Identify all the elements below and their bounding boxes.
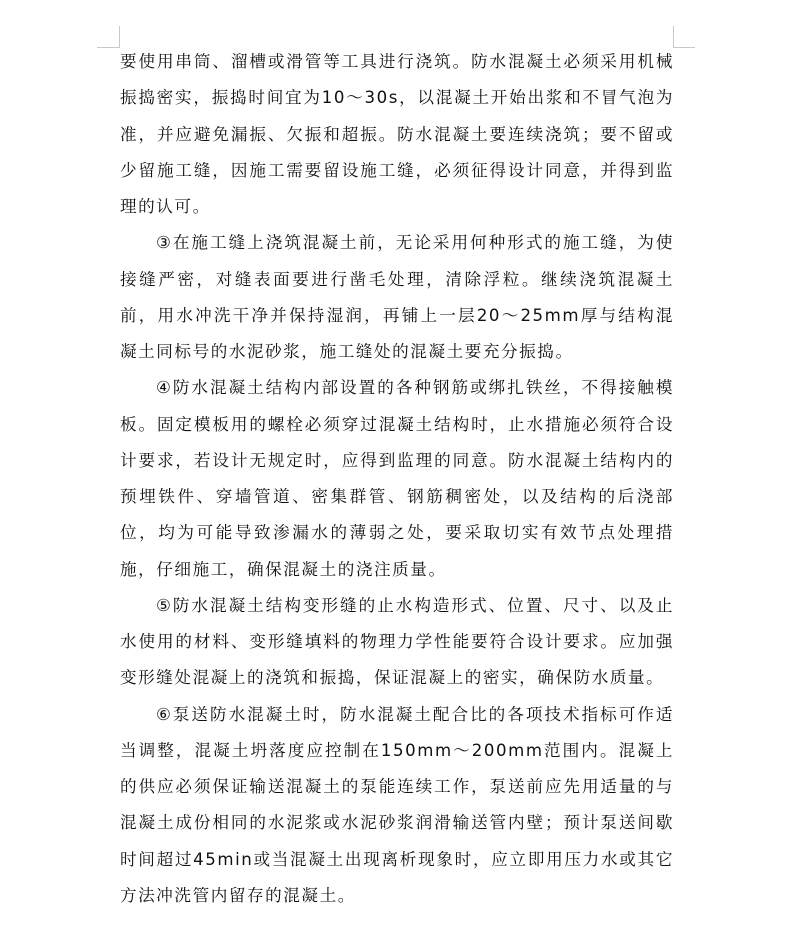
document-body: [120, 44, 674, 914]
paragraph-item-3: ③在施工缝上浇筑混凝土前，无论采用何种形式的施工缝，为使接缝严密，对缝表面要进行凿毛处理，清除浮粒。继续浇筑混凝土前，用水冲洗干净并保持湿润，再铺上一层20～25mm厚与结构混凝土同标号的水泥砂浆，施工缝处的混凝土要充分振捣。: [120, 233, 674, 361]
paragraph-item-4: ④防水混凝土结构内部设置的各种钢筋或绑扎铁丝，不得接触模板。固定模板用的螺栓必须穿过混凝土结构时，止水措施必须符合设计要求，若设计无规定时，应得到监理的同意。防水混凝土结构内的预埋铁件、穿墙管道、密集群管、钢筋稠密处，以及结构的后浇部位，均为可能导致渗漏水的薄弱之处，要采取切实有效节点处理措施，仔细施工，确保混凝土的浇注质量。: [120, 378, 674, 579]
paragraph-item-6: ⑥泵送防水混凝土时，防水混凝土配合比的各项技术指标可作适当调整，混凝土坍落度应控制在150mm～200mm范围内。混凝上的供应必须保证输送混凝土的泵能连续工作，泵送前应先用适量的与混凝土成份相同的水泥浆或水泥砂浆润滑输送管内壁；预计泵送间歇时间超过45min或当混凝土出现离析现象时，应立即用压力水或其它方法冲洗管内留存的混凝土。: [120, 704, 674, 905]
paragraph-item-5: ⑤防水混凝土结构变形缝的止水构造形式、位置、尺寸、以及止水使用的材料、变形缝填料的物理力学性能要符合设计要求。应加强变形缝处混凝上的浇筑和振捣，保证混凝上的密实，确保防水质量。: [120, 595, 674, 688]
paragraph-continuation: 要使用串筒、溜槽或滑管等工具进行浇筑。防水混凝土必须采用机械振捣密实，振捣时间宜为10～30s，以混凝土开始出浆和不冒气泡为准，并应避免漏振、欠振和超振。防水混凝土要连续浇筑；要不留或少留施工缝，因施工需要留设施工缝，必须征得设计同意，并得到监理的认可。: [120, 52, 674, 216]
crop-mark-top-right-horizontal: [673, 47, 695, 48]
crop-mark-top-left-horizontal: [97, 47, 119, 48]
